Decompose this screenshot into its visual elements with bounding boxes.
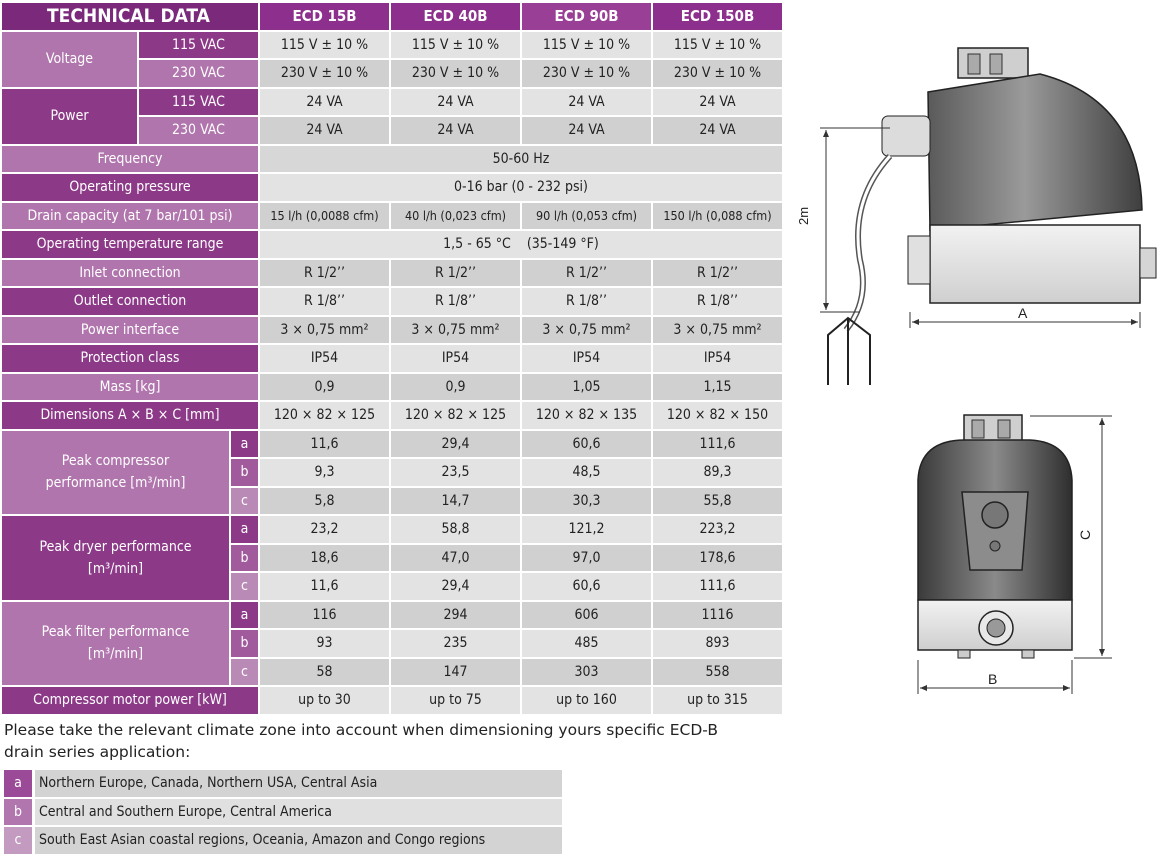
legend-item bbox=[4, 827, 562, 854]
cell: 558 bbox=[653, 659, 782, 688]
cell: 3 × 0,75 mm² bbox=[653, 317, 782, 346]
cell: up to 315 bbox=[653, 687, 782, 716]
cell: 58 bbox=[260, 659, 389, 688]
front-view bbox=[918, 415, 1112, 694]
cell: 230 V ± 10 % bbox=[391, 60, 520, 89]
cell: 230 V ± 10 % bbox=[260, 60, 389, 89]
cell: 11,6 bbox=[260, 431, 389, 460]
row-label-frequency: Frequency bbox=[2, 146, 258, 175]
cell: 1,05 bbox=[522, 374, 651, 403]
cell: 3 × 0,75 mm² bbox=[522, 317, 651, 346]
cell: 0-16 bar (0 - 232 psi) bbox=[260, 174, 782, 203]
climate-key: c bbox=[231, 659, 258, 688]
cell: 24 VA bbox=[260, 117, 389, 146]
cell: 120 × 82 × 135 bbox=[522, 402, 651, 431]
row-label-power: Power bbox=[2, 89, 137, 146]
legend-key: b bbox=[4, 799, 32, 826]
row-sublabel: 230 VAC bbox=[139, 117, 258, 146]
column-header: ECD 150B bbox=[653, 3, 782, 32]
row-label-outlet: Outlet connection bbox=[2, 288, 258, 317]
cell: 115 V ± 10 % bbox=[522, 32, 651, 61]
column-header: ECD 15B bbox=[260, 3, 389, 32]
cell: 29,4 bbox=[391, 431, 520, 460]
cell: 0,9 bbox=[260, 374, 389, 403]
cell: 230 V ± 10 % bbox=[653, 60, 782, 89]
cell: up to 75 bbox=[391, 687, 520, 716]
cell: 50-60 Hz bbox=[260, 146, 782, 175]
legend-item bbox=[4, 770, 562, 797]
table-row bbox=[2, 174, 782, 203]
table-row bbox=[2, 402, 782, 431]
cell: 23,5 bbox=[391, 459, 520, 488]
cell: 120 × 82 × 150 bbox=[653, 402, 782, 431]
cell: 5,8 bbox=[260, 488, 389, 517]
cell: 60,6 bbox=[522, 573, 651, 602]
column-header: ECD 90B bbox=[522, 3, 651, 32]
cell: 1,15 bbox=[653, 374, 782, 403]
row-label-dryer: Peak dryer performance [m³/min] bbox=[2, 516, 229, 602]
dim-b-label: B bbox=[988, 671, 998, 687]
cell: 93 bbox=[260, 630, 389, 659]
cell: 23,2 bbox=[260, 516, 389, 545]
climate-key: b bbox=[231, 630, 258, 659]
cell: IP54 bbox=[260, 345, 389, 374]
cell: 115 V ± 10 % bbox=[260, 32, 389, 61]
cell: 606 bbox=[522, 602, 651, 631]
cell: up to 160 bbox=[522, 687, 651, 716]
cell: 24 VA bbox=[260, 89, 389, 118]
row-label-mass: Mass [kg] bbox=[2, 374, 258, 403]
dim-height-label: 2m bbox=[796, 206, 811, 225]
row-label-voltage: Voltage bbox=[2, 32, 137, 89]
row-label-interface: Power interface bbox=[2, 317, 258, 346]
cell: 120 × 82 × 125 bbox=[260, 402, 389, 431]
legend-text: South East Asian coastal regions, Oceania, Amazon and Congo regions bbox=[35, 827, 562, 854]
row-label-temperature: Operating temperature range bbox=[2, 231, 258, 260]
cell: 150 l/h (0,088 cfm) bbox=[653, 203, 782, 232]
cell: R 1/8’’ bbox=[653, 288, 782, 317]
row-label-dimensions: Dimensions A × B × C [mm] bbox=[2, 402, 258, 431]
table-title: TECHNICAL DATA bbox=[2, 3, 258, 32]
cell: 223,2 bbox=[653, 516, 782, 545]
cell: 48,5 bbox=[522, 459, 651, 488]
cell: 24 VA bbox=[522, 89, 651, 118]
climate-key: a bbox=[231, 516, 258, 545]
climate-key: a bbox=[231, 431, 258, 460]
cell: 111,6 bbox=[653, 431, 782, 460]
table-row bbox=[2, 516, 782, 545]
cell: 89,3 bbox=[653, 459, 782, 488]
table-row bbox=[2, 431, 782, 460]
cell: 47,0 bbox=[391, 545, 520, 574]
cell: 893 bbox=[653, 630, 782, 659]
cell: 0,9 bbox=[391, 374, 520, 403]
cell: 24 VA bbox=[653, 89, 782, 118]
side-view bbox=[796, 48, 1156, 385]
cell: 24 VA bbox=[522, 117, 651, 146]
cell: 178,6 bbox=[653, 545, 782, 574]
row-label-filter: Peak filter performance [m³/min] bbox=[2, 602, 229, 688]
cell: 235 bbox=[391, 630, 520, 659]
cell: R 1/2’’ bbox=[260, 260, 389, 289]
cell: 121,2 bbox=[522, 516, 651, 545]
cell: 485 bbox=[522, 630, 651, 659]
row-sublabel: 115 VAC bbox=[139, 89, 258, 118]
climate-key: c bbox=[231, 488, 258, 517]
cell: 24 VA bbox=[653, 117, 782, 146]
cell: IP54 bbox=[522, 345, 651, 374]
cell: 1116 bbox=[653, 602, 782, 631]
legend-key: a bbox=[4, 770, 32, 797]
cell: IP54 bbox=[391, 345, 520, 374]
dim-a-label: A bbox=[1018, 305, 1028, 321]
climate-legend bbox=[4, 770, 562, 856]
cell: 115 V ± 10 % bbox=[391, 32, 520, 61]
cell: R 1/8’’ bbox=[391, 288, 520, 317]
table-row bbox=[2, 687, 782, 716]
row-sublabel: 115 VAC bbox=[139, 32, 258, 61]
column-header: ECD 40B bbox=[391, 3, 520, 32]
cell: up to 30 bbox=[260, 687, 389, 716]
cell: 11,6 bbox=[260, 573, 389, 602]
cell: R 1/2’’ bbox=[653, 260, 782, 289]
cell: 147 bbox=[391, 659, 520, 688]
climate-zone-note: Please take the relevant climate zone into account when dimensioning yours specific ECD-B drain series application: bbox=[4, 721, 718, 761]
cell: 24 VA bbox=[391, 117, 520, 146]
dim-c-label: C bbox=[1077, 529, 1093, 540]
cell: 24 VA bbox=[391, 89, 520, 118]
climate-key: c bbox=[231, 573, 258, 602]
table-row bbox=[2, 345, 782, 374]
row-label-inlet: Inlet connection bbox=[2, 260, 258, 289]
row-label-drain: Drain capacity (at 7 bar/101 psi) bbox=[2, 203, 258, 232]
cell: 29,4 bbox=[391, 573, 520, 602]
cell: 60,6 bbox=[522, 431, 651, 460]
cell: 1,5 - 65 °C (35-149 °F) bbox=[260, 231, 782, 260]
legend-text: Central and Southern Europe, Central America bbox=[35, 799, 562, 826]
cell: R 1/2’’ bbox=[522, 260, 651, 289]
cell: 115 V ± 10 % bbox=[653, 32, 782, 61]
table-row bbox=[2, 602, 782, 631]
row-label-pressure: Operating pressure bbox=[2, 174, 258, 203]
cell: 230 V ± 10 % bbox=[522, 60, 651, 89]
table-row bbox=[2, 260, 782, 289]
cell: 58,8 bbox=[391, 516, 520, 545]
cell: 3 × 0,75 mm² bbox=[260, 317, 389, 346]
table-row bbox=[2, 203, 782, 232]
row-label-protection: Protection class bbox=[2, 345, 258, 374]
cell: 294 bbox=[391, 602, 520, 631]
cell: R 1/8’’ bbox=[522, 288, 651, 317]
legend-key: c bbox=[4, 827, 32, 854]
cell: 9,3 bbox=[260, 459, 389, 488]
table-row bbox=[2, 89, 782, 118]
cell: 3 × 0,75 mm² bbox=[391, 317, 520, 346]
table-row bbox=[2, 146, 782, 175]
cell: 15 l/h (0,0088 cfm) bbox=[260, 203, 389, 232]
cell: 40 l/h (0,023 cfm) bbox=[391, 203, 520, 232]
header-row bbox=[2, 3, 782, 32]
climate-key: b bbox=[231, 459, 258, 488]
climate-key: a bbox=[231, 602, 258, 631]
table-row bbox=[2, 32, 782, 61]
cell: 30,3 bbox=[522, 488, 651, 517]
cell: 120 × 82 × 125 bbox=[391, 402, 520, 431]
table-row bbox=[2, 288, 782, 317]
cell: 90 l/h (0,053 cfm) bbox=[522, 203, 651, 232]
cell: R 1/8’’ bbox=[260, 288, 389, 317]
technical-data-table bbox=[0, 3, 784, 716]
table-row bbox=[2, 231, 782, 260]
cell: 55,8 bbox=[653, 488, 782, 517]
row-label-compressor: Peak compressor performance [m³/min] bbox=[2, 431, 229, 517]
cell: R 1/2’’ bbox=[391, 260, 520, 289]
cell: 14,7 bbox=[391, 488, 520, 517]
legend-text: Northern Europe, Canada, Northern USA, Central Asia bbox=[35, 770, 562, 797]
climate-key: b bbox=[231, 545, 258, 574]
table-row bbox=[2, 317, 782, 346]
cell: IP54 bbox=[653, 345, 782, 374]
row-label-motor: Compressor motor power [kW] bbox=[2, 687, 258, 716]
cell: 111,6 bbox=[653, 573, 782, 602]
cell: 18,6 bbox=[260, 545, 389, 574]
table-row bbox=[2, 374, 782, 403]
row-sublabel: 230 VAC bbox=[139, 60, 258, 89]
product-drawing bbox=[790, 40, 1160, 700]
cell: 303 bbox=[522, 659, 651, 688]
cell: 97,0 bbox=[522, 545, 651, 574]
legend-item bbox=[4, 799, 562, 826]
cell: 116 bbox=[260, 602, 389, 631]
